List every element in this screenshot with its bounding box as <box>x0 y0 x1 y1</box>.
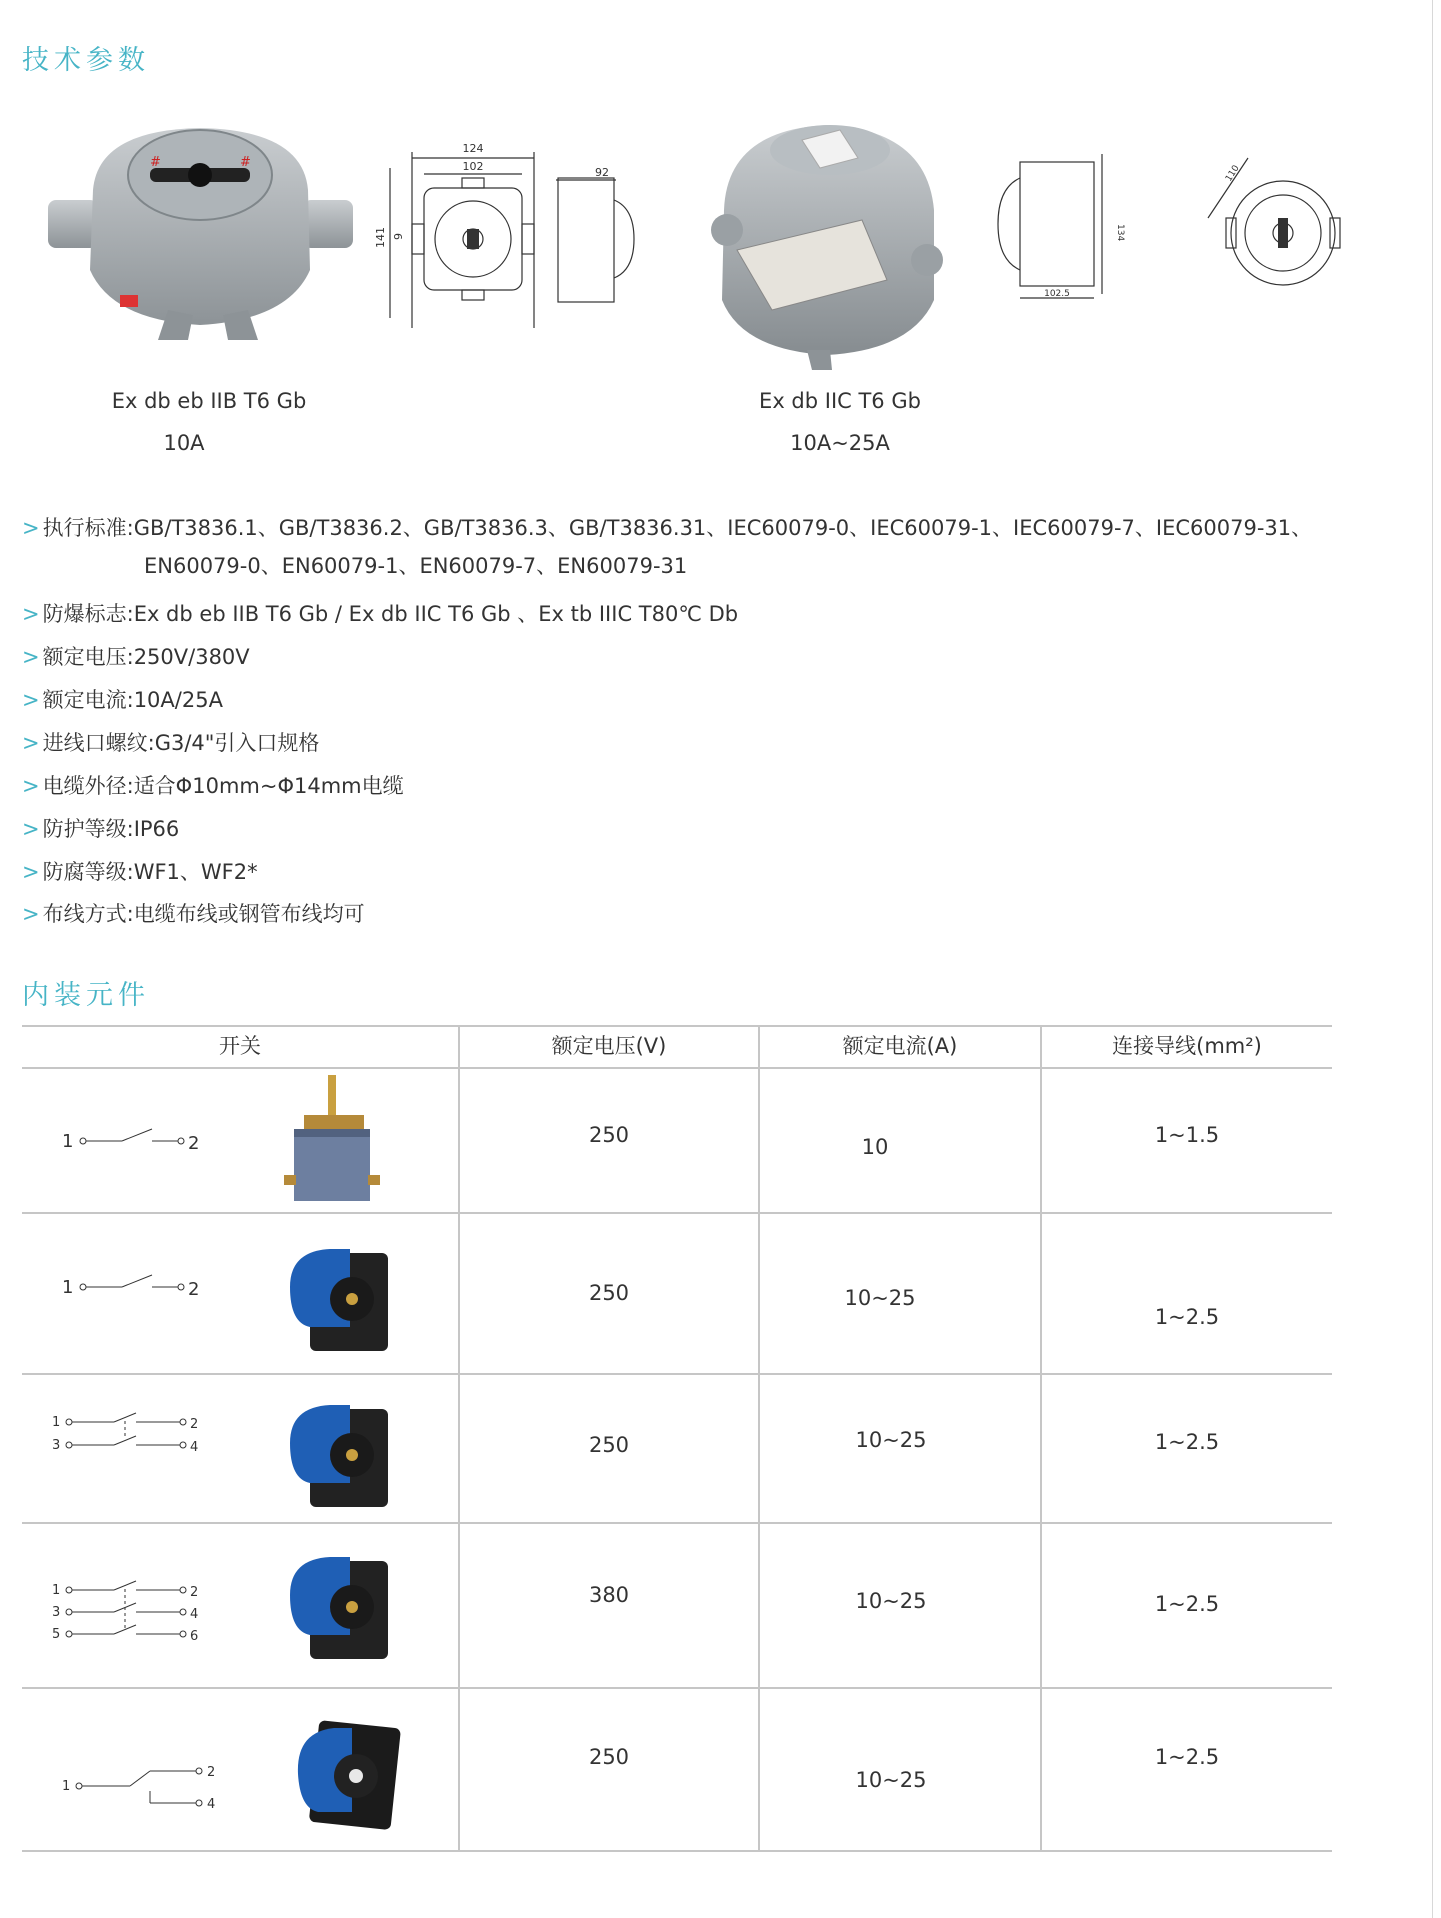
dim-depth-label: 92 <box>595 166 609 179</box>
header-switch: 开关 <box>219 1034 261 1058</box>
svg-text:2: 2 <box>188 1279 200 1300</box>
spec-corrosion <box>22 856 258 886</box>
svg-text:1: 1 <box>52 1415 61 1430</box>
product-caption-iic-current: 10A~25A <box>790 431 890 455</box>
spec-current <box>22 684 223 714</box>
dim-width2-label: 102.5 <box>1044 289 1070 299</box>
svg-text:#: # <box>150 155 161 170</box>
spec-value: G3/4"引入口规格 <box>154 731 320 755</box>
svg-text:4: 4 <box>207 1797 216 1812</box>
svg-text:6: 6 <box>190 1629 199 1644</box>
spec-label: 防护等级: <box>42 817 134 841</box>
svg-text:1: 1 <box>62 1779 71 1794</box>
spec-wiring <box>22 898 365 928</box>
header-voltage: 额定电压(V) <box>551 1034 667 1058</box>
product-photo-iic <box>712 120 944 370</box>
svg-text:1: 1 <box>62 1277 74 1298</box>
dim-height2-label: 134 <box>1115 224 1125 242</box>
spec-arrow-icon: > <box>22 516 40 540</box>
spec-arrow-icon: > <box>22 688 40 712</box>
svg-text:4: 4 <box>190 1440 199 1455</box>
section-title-components: 内装元件 <box>22 980 150 1011</box>
svg-text:3: 3 <box>52 1605 61 1620</box>
spec-voltage <box>22 641 250 671</box>
row5-voltage: 250 <box>588 1745 630 1769</box>
svg-text:#: # <box>240 155 251 170</box>
switch-schematic-2p <box>22 1409 212 1465</box>
svg-text:2: 2 <box>190 1585 199 1600</box>
svg-text:4: 4 <box>190 1607 199 1622</box>
spec-value: WF1、WF2* <box>133 860 258 884</box>
spec-standard-cont: EN60079-0、EN60079-1、EN60079-7、EN60079-31 <box>144 554 688 578</box>
dim-width-label: 124 <box>462 142 484 155</box>
spec-label: 额定电压: <box>42 645 134 669</box>
spec-label: 防爆标志: <box>42 602 134 626</box>
row2-current: 10~25 <box>844 1286 916 1310</box>
spec-arrow-icon: > <box>22 731 40 755</box>
dim-diag-label: 110 <box>1224 163 1242 184</box>
switch-schematic-3p <box>22 1577 212 1653</box>
spec-cable <box>22 770 404 800</box>
spec-value: 10A/25A <box>133 688 223 712</box>
spec-value: Ex db eb IIB T6 Gb / Ex db IIC T6 Gb 、Ex tb IIIC T80℃ Db <box>133 602 739 626</box>
switch-schematic-changeover <box>22 1765 216 1821</box>
spec-ex-mark <box>22 598 738 628</box>
spec-value: 250V/380V <box>133 645 250 669</box>
table-rule <box>22 1373 1332 1375</box>
product-caption-iib-name: Ex db eb IIB T6 Gb <box>111 389 307 413</box>
product-caption-iic-name: Ex db IIC T6 Gb <box>759 389 921 413</box>
spec-label: 防腐等级: <box>42 860 134 884</box>
spec-label: 进线口螺纹: <box>42 731 155 755</box>
dim-small-label: 9 <box>392 233 405 240</box>
spec-label: 执行标准: <box>42 516 134 540</box>
svg-text:5: 5 <box>52 1627 61 1642</box>
spec-arrow-icon: > <box>22 817 40 841</box>
spec-arrow-icon: > <box>22 860 40 884</box>
svg-text:2: 2 <box>188 1133 200 1154</box>
switch-schematic-1p <box>22 1125 212 1165</box>
row1-wire: 1~1.5 <box>1154 1123 1220 1147</box>
table-rule <box>22 1067 1332 1069</box>
spec-label: 额定电流: <box>42 688 134 712</box>
row2-wire: 1~2.5 <box>1154 1305 1220 1329</box>
spec-label: 电缆外径: <box>42 774 134 798</box>
spec-value: 适合Φ10mm~Φ14mm电缆 <box>133 774 404 798</box>
row4-current: 10~25 <box>855 1589 927 1613</box>
dim-inner-label: 102 <box>462 160 484 173</box>
spec-value: IP66 <box>133 817 180 841</box>
page-edge-line <box>1432 0 1433 1918</box>
row3-voltage: 250 <box>588 1433 630 1457</box>
spec-arrow-icon: > <box>22 645 40 669</box>
row3-wire: 1~2.5 <box>1154 1430 1220 1454</box>
row2-voltage: 250 <box>588 1281 630 1305</box>
spec-arrow-icon: > <box>22 602 40 626</box>
dim-height-label: 141 <box>374 227 387 248</box>
header-wire: 连接导线(mm²) <box>1112 1034 1262 1058</box>
spec-value: 电缆布线或钢管布线均可 <box>133 902 365 926</box>
row3-current: 10~25 <box>855 1428 927 1452</box>
table-rule <box>22 1522 1332 1524</box>
spec-arrow-icon: > <box>22 902 40 926</box>
row1-voltage: 250 <box>588 1123 630 1147</box>
svg-text:2: 2 <box>190 1417 199 1432</box>
row4-voltage: 380 <box>588 1583 630 1607</box>
drawing-iib <box>372 138 644 338</box>
svg-text:1: 1 <box>62 1131 74 1152</box>
table-rule <box>22 1687 1332 1689</box>
row4-wire: 1~2.5 <box>1154 1592 1220 1616</box>
header-current: 额定电流(A) <box>842 1034 958 1058</box>
spec-arrow-icon: > <box>22 774 40 798</box>
section-title-tech-params: 技术参数 <box>22 45 150 76</box>
svg-text:1: 1 <box>52 1583 61 1598</box>
row5-wire: 1~2.5 <box>1154 1745 1220 1769</box>
product-caption-iib-current: 10A <box>163 431 205 455</box>
row1-current: 10 <box>861 1135 889 1159</box>
table-rule <box>22 1212 1332 1214</box>
switch-schematic-1p <box>22 1271 212 1311</box>
component-rotary-switch-blue <box>290 1403 390 1509</box>
drawing-iic <box>998 148 1368 308</box>
table-rule <box>22 1850 1332 1852</box>
spec-standard <box>22 512 1312 542</box>
spec-label: 布线方式: <box>42 902 134 926</box>
svg-text:2: 2 <box>207 1765 216 1780</box>
product-photo-iib <box>48 120 353 340</box>
component-rotary-switch-changeover <box>294 1722 398 1828</box>
component-rotary-switch-small <box>284 1075 382 1207</box>
row5-current: 10~25 <box>855 1768 927 1792</box>
spec-thread <box>22 727 319 757</box>
spec-protection <box>22 813 179 843</box>
spec-value: GB/T3836.1、GB/T3836.2、GB/T3836.3、GB/T3836.31、IEC60079-0、IEC60079-1、IEC60079-7、IEC60079-31、 <box>133 516 1313 540</box>
component-rotary-switch-blue <box>290 1555 390 1661</box>
svg-text:3: 3 <box>52 1438 61 1453</box>
component-rotary-switch-blue <box>290 1247 390 1353</box>
